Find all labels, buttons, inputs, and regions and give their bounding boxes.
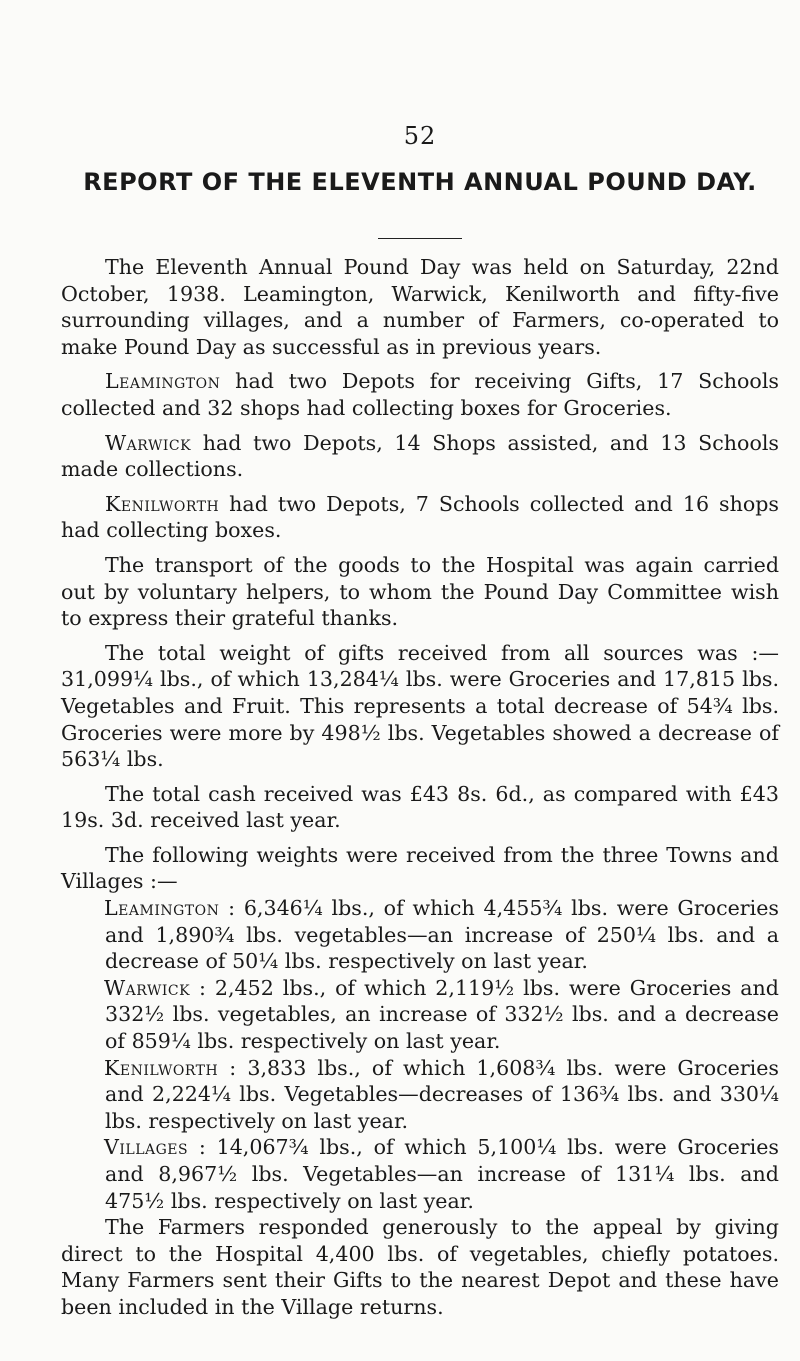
- entry-text: : 3,833 lbs., of which 1,608¾ lbs. were Groceries and 2,224¼ lbs. Vegetables—decreases of 136¾ lbs. and 330¼ lbs. respectively on last year.: [105, 1055, 779, 1133]
- paragraph-text: had two Depots, 14 Shops assisted, and 13 Schools made collections.: [61, 430, 779, 482]
- paragraph-text: The total weight of gifts received from all sources was :— 31,099¼ lbs., of which 13,284¼ lbs. were Groceries and 17,815 lbs. Vegetables and Fruit. This represents a total decrease of 54¾ lbs. Groceries were more by 498½ lbs. Vegetables showed a decrease of 563¼ lbs.: [61, 640, 779, 772]
- place-name: Villages: [104, 1135, 189, 1160]
- paragraph-leamington-depots: [61, 368, 779, 421]
- place-name: Warwick: [105, 430, 192, 455]
- entry-villages: [61, 1134, 779, 1214]
- paragraph-text: The following weights were received from the three Towns and Villages :—: [61, 842, 779, 894]
- entry-warwick: [61, 975, 779, 1055]
- paragraph-text: The total cash received was £43 8s. 6d., as compared with £43 19s. 3d. received last year.: [61, 781, 779, 833]
- report-title: REPORT OF THE ELEVENTH ANNUAL POUND DAY.: [83, 168, 757, 196]
- page-number: 52: [403, 122, 437, 150]
- paragraph-intro: [61, 254, 779, 360]
- title-divider: [378, 238, 462, 239]
- paragraph-text: had two Depots for receiving Gifts, 17 Schools collected and 32 shops had collecting boxes for Groceries.: [61, 369, 779, 420]
- report-body: [61, 254, 779, 1321]
- paragraph-text: The Farmers responded generously to the appeal by giving direct to the Hospital 4,400 lbs. of vegetables, chiefly potatoes. Many Farmers sent their Gifts to the nearest Depot and these have been included in the Village returns.: [61, 1215, 779, 1319]
- paragraph-total-weight: [61, 640, 779, 773]
- paragraph-text: The transport of the goods to the Hospital was again carried out by voluntary helpers, to whom the Pound Day Committee wish to express their grateful thanks.: [61, 552, 779, 631]
- place-name: Warwick: [104, 975, 191, 1000]
- place-name: Kenilworth: [104, 1055, 219, 1080]
- entry-leamington: [61, 895, 779, 975]
- paragraph-kenilworth-depots: [61, 491, 779, 544]
- paragraph-weights-intro: [61, 842, 779, 895]
- entry-text: : 6,346¼ lbs., of which 4,455¾ lbs. were Groceries and 1,890¾ lbs. vegetables—an increase of 250¼ lbs. and a decrease of 50¼ lbs. respectively on last year.: [105, 896, 779, 974]
- paragraph-transport: [61, 552, 779, 632]
- paragraph-farmers: [61, 1214, 779, 1320]
- place-name: Leamington: [104, 896, 220, 921]
- paragraph-warwick-depots: [61, 430, 779, 483]
- paragraph-text: The Eleventh Annual Pound Day was held on Saturday, 22nd October, 1938. Leamington, Warwick, Kenilworth and fifty-five surrounding villages, and a number of Farmers, co-operated to make Pound Day as successful as in previous years.: [61, 255, 779, 359]
- entry-text: : 2,452 lbs., of which 2,119½ lbs. were Groceries and 332½ lbs. vegetables, an increase of 332½ lbs. and a decrease of 859¼ lbs. respectively on last year.: [105, 975, 779, 1054]
- entry-text: : 14,067¾ lbs., of which 5,100¼ lbs. were Groceries and 8,967½ lbs. Vegetables—an increase of 131¼ lbs. and 475½ lbs. respectively on last year.: [105, 1135, 779, 1213]
- place-name: Leamington: [105, 369, 221, 394]
- place-name: Kenilworth: [105, 491, 220, 516]
- paragraph-text: had two Depots, 7 Schools collected and 16 shops had collecting boxes.: [61, 491, 779, 543]
- entry-kenilworth: [61, 1055, 779, 1135]
- paragraph-cash: [61, 781, 779, 834]
